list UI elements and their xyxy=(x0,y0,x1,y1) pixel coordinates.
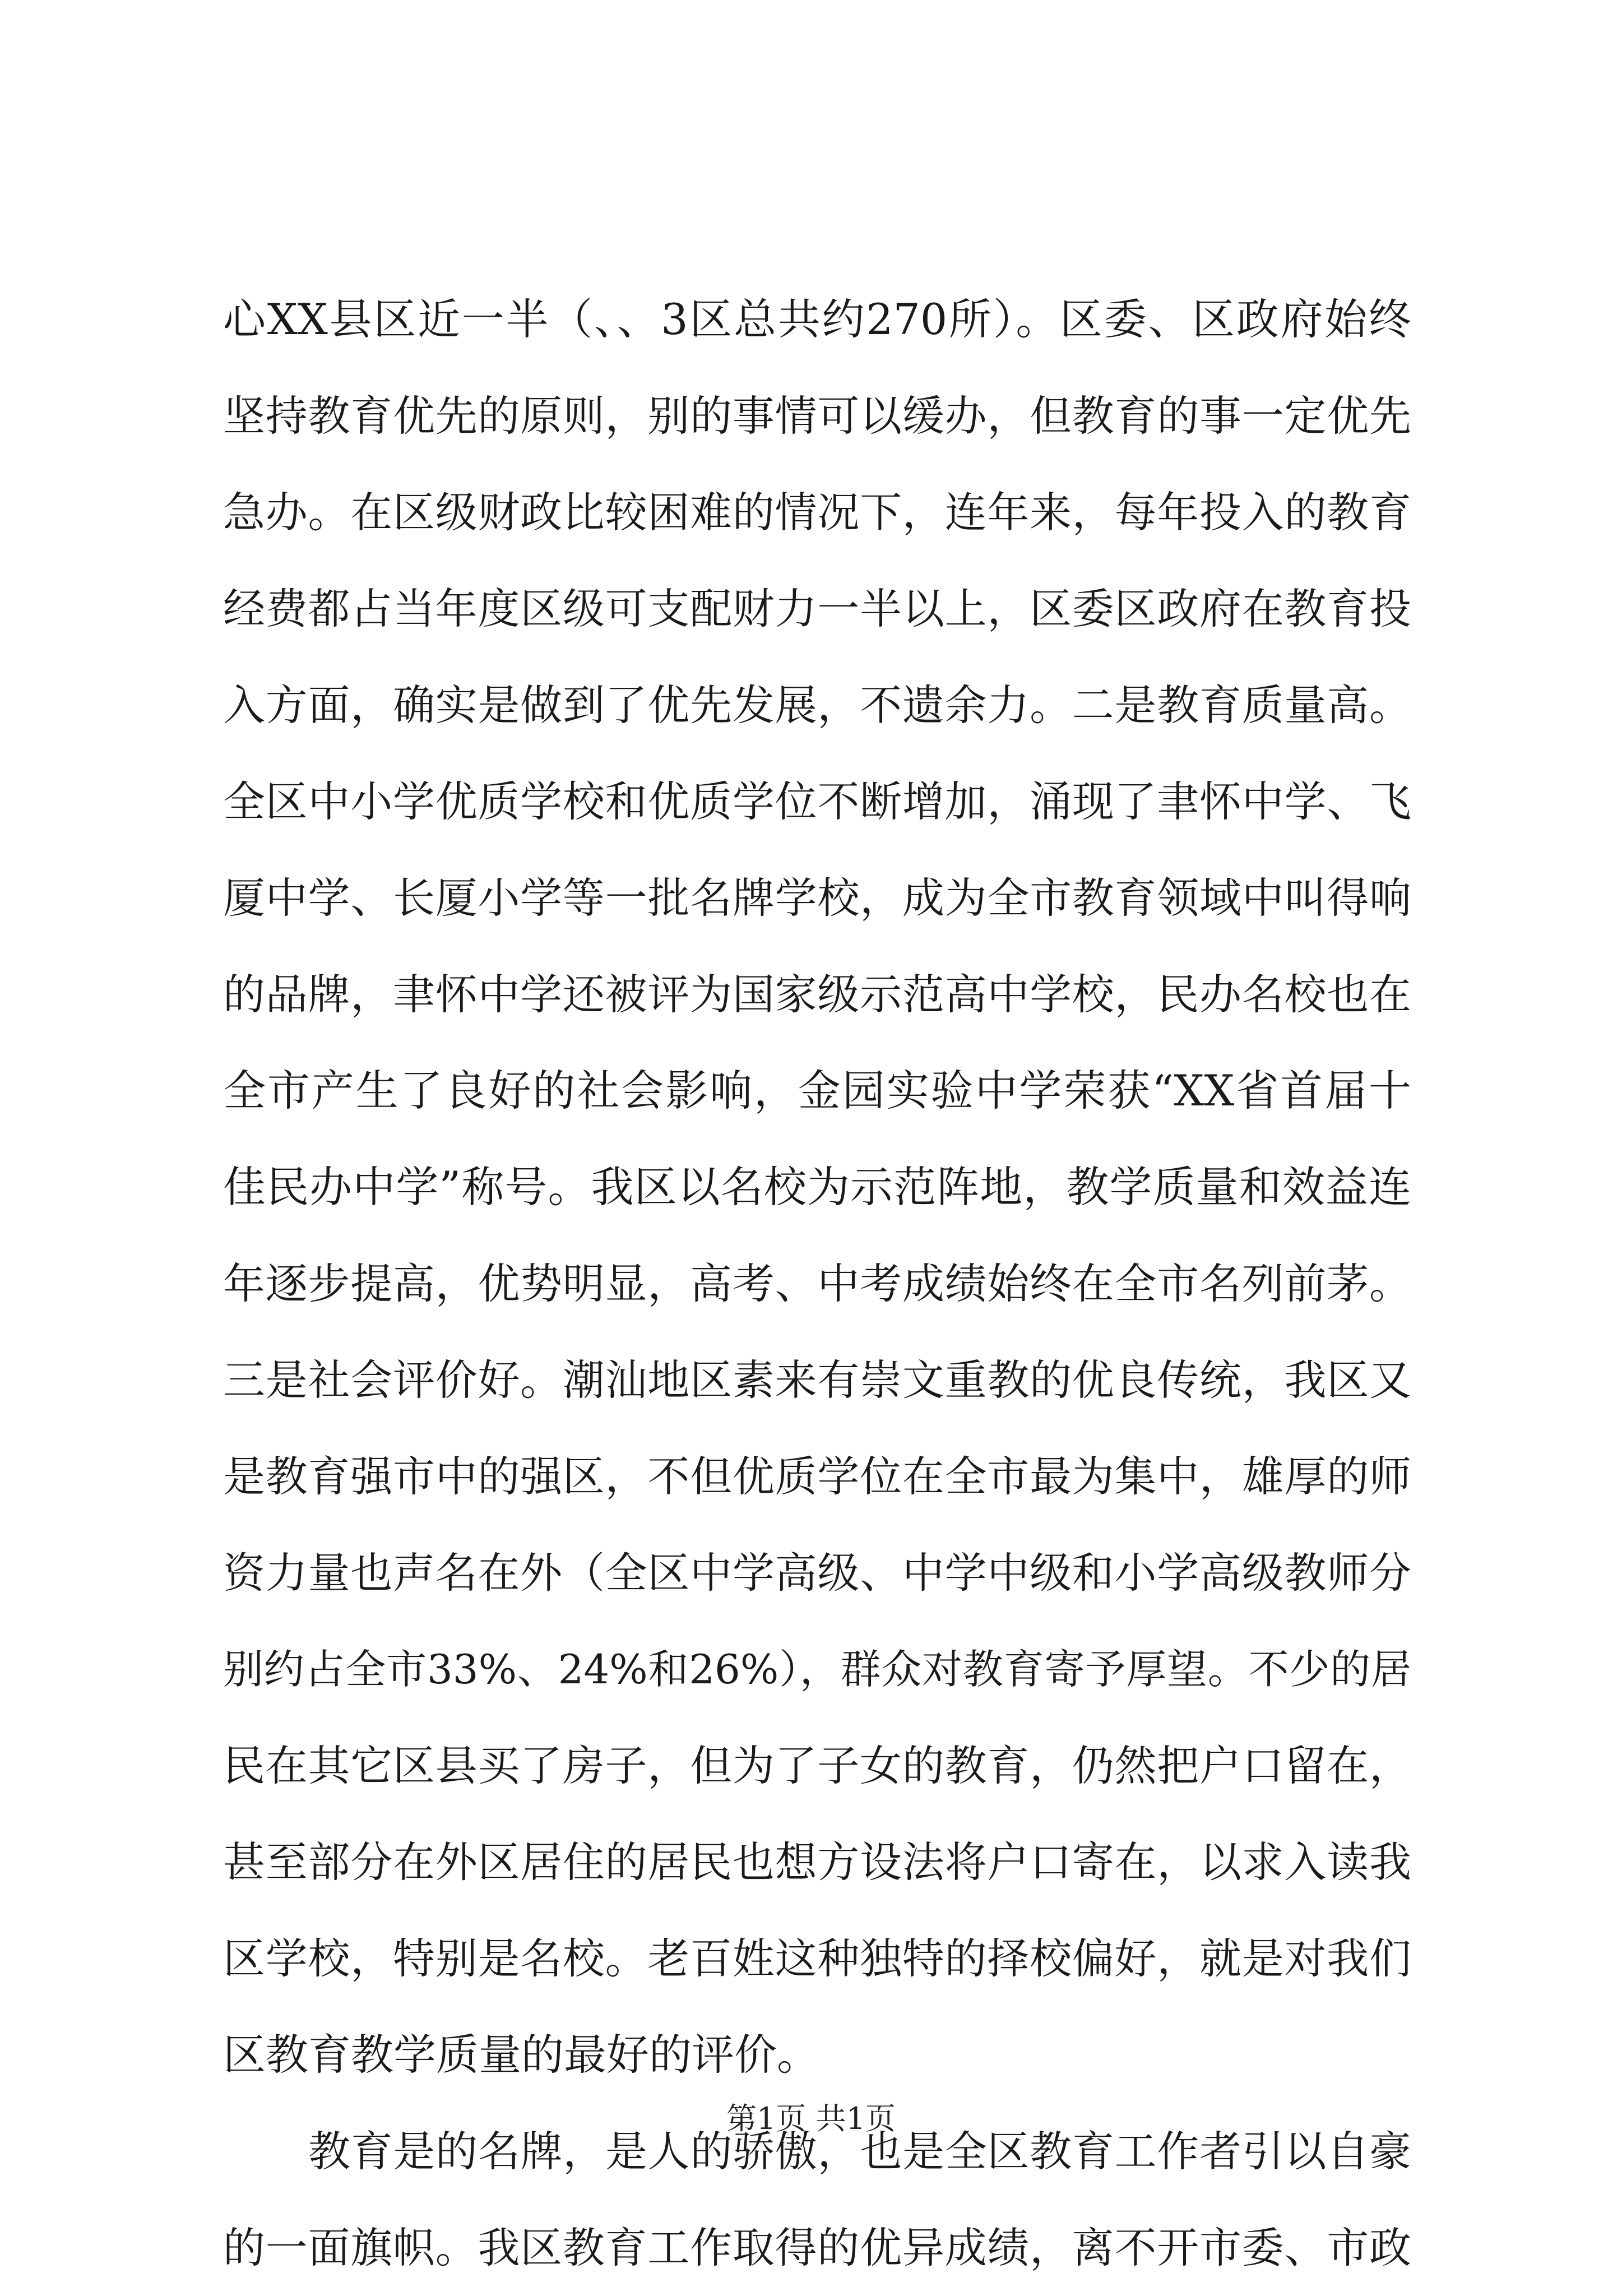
text-line: 甚至部分在外区居住的居民也想方设法将户口寄在，以求入读我 xyxy=(223,1837,1411,1887)
text-line: 的一面旗帜。我区教育工作取得的优异成绩，离不开市委、市政 xyxy=(223,2223,1411,2272)
text-line: 别约占全市33%、24%和26%），群众对教育寄予厚望。不少的居 xyxy=(223,1646,1411,1693)
text-line: 区学校，特别是名校。老百姓这种独特的择校偏好，就是对我们 xyxy=(223,1934,1411,1983)
page-number-footer: 第1页 共1页 xyxy=(726,2101,896,2136)
text-line: 经费都占当年度区级可支配财力一半以上，区委区政府在教育投 xyxy=(223,584,1411,633)
text-line: 全市产生了良好的社会影响，金园实验中学荣获“XX省首届十 xyxy=(223,1066,1411,1115)
text-line: 是教育强市中的强区，不但优质学位在全市最为集中，雄厚的师 xyxy=(223,1452,1411,1501)
text-line: 厦中学、长厦小学等一批名牌学校，成为全市教育领域中叫得响 xyxy=(223,873,1411,923)
text-line: 佳民办中学”称号。我区以名校为示范阵地，教学质量和效益连 xyxy=(223,1162,1411,1212)
text-line: 坚持教育优先的原则，别的事情可以缓办，但教育的事一定优先 xyxy=(223,391,1411,441)
text-line: 心XX县区近一半（、、3区总共约270所）。区委、区政府始终 xyxy=(223,294,1411,344)
text-line: 年逐步提高，优势明显，高考、中考成绩始终在全市名列前茅。 xyxy=(223,1259,1411,1308)
document-body xyxy=(223,271,1411,2296)
text-line: 资力量也声名在外（全区中学高级、中学中级和小学高级教师分 xyxy=(223,1548,1411,1598)
text-line: 急办。在区级财政比较困难的情况下，连年来，每年投入的教育 xyxy=(223,488,1411,537)
text-line: 民在其它区县买了房子，但为了子女的教育，仍然把户口留在， xyxy=(223,1741,1411,1790)
text-line: 的品牌，聿怀中学还被评为国家级示范高中学校，民办名校也在 xyxy=(223,970,1411,1019)
text-line: 全区中小学优质学校和优质学位不断增加，涌现了聿怀中学、飞 xyxy=(223,777,1411,826)
text-line: 入方面，确实是做到了优先发展，不遗余力。二是教育质量高。 xyxy=(223,681,1411,730)
text-line: 三是社会评价好。潮汕地区素来有崇文重教的优良传统，我区又 xyxy=(223,1355,1411,1405)
text-line: 区教育教学质量的最好的评价。 xyxy=(223,2030,819,2080)
text-line: 教育是的名牌，是人的骄傲，也是全区教育工作者引以自豪 xyxy=(308,2127,1411,2176)
